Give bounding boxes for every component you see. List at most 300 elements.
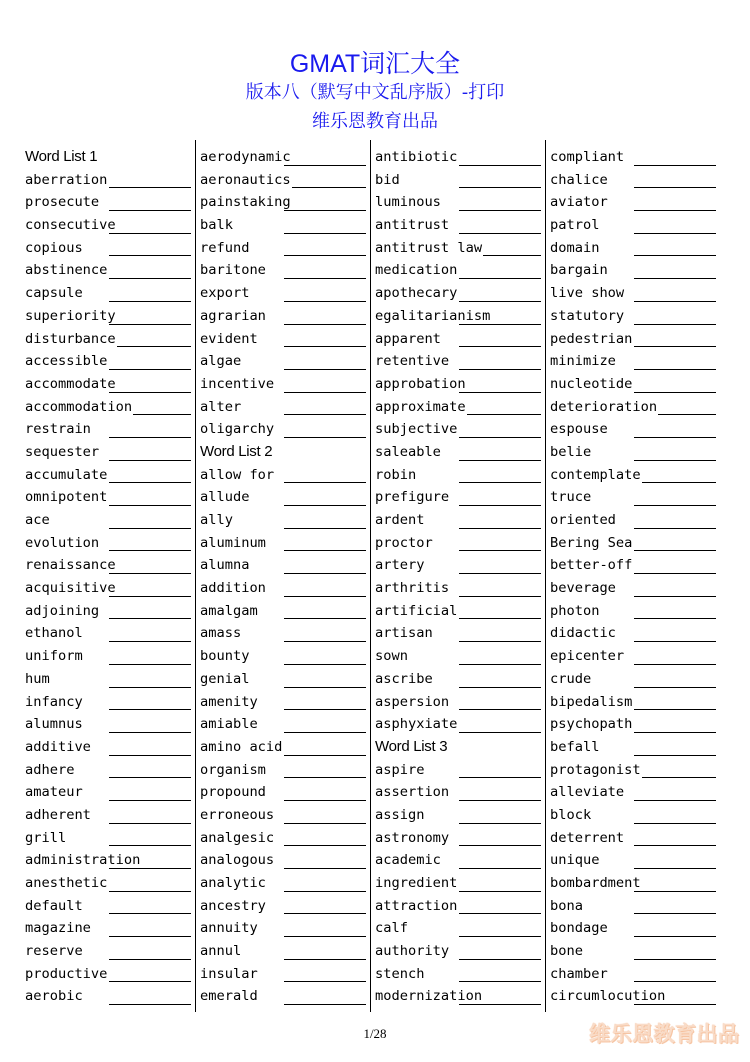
answer-blank-line <box>109 777 191 778</box>
vocab-row <box>200 759 366 782</box>
vocab-row <box>25 237 191 260</box>
answer-blank-line <box>459 800 541 801</box>
vocab-row <box>25 736 191 759</box>
answer-blank-line <box>284 324 366 325</box>
vocab-row <box>200 237 366 260</box>
vocab-row <box>25 985 191 1008</box>
vocab-row <box>375 373 541 396</box>
vocab-word: epicenter <box>550 648 625 665</box>
vocab-row <box>200 622 366 645</box>
vocab-word: aluminum <box>200 534 266 551</box>
answer-blank-line <box>109 210 191 211</box>
answer-blank-line <box>634 233 716 234</box>
vocab-row <box>550 486 716 509</box>
word-list-title: Word List 1 <box>25 148 98 165</box>
vocab-row <box>375 645 541 668</box>
vocab-word: bipedalism <box>550 693 633 710</box>
vocab-row <box>550 464 716 487</box>
answer-blank-line <box>109 528 191 529</box>
vocab-row <box>200 259 366 282</box>
vocab-word: omnipotent <box>25 489 108 506</box>
answer-blank-line <box>284 618 366 619</box>
answer-blank-line <box>109 369 191 370</box>
vocab-row <box>200 418 366 441</box>
vocab-word: patrol <box>550 217 600 234</box>
vocab-word: assertion <box>375 784 450 801</box>
vocab-row <box>375 985 541 1008</box>
vocab-row <box>25 940 191 963</box>
vocab-word: medication <box>375 262 458 279</box>
word-list-heading <box>200 441 366 464</box>
vocab-row <box>550 577 716 600</box>
vocab-word: balk <box>200 217 233 234</box>
vocab-word: saleable <box>375 443 441 460</box>
answer-blank-line <box>634 596 716 597</box>
answer-blank-line <box>459 936 541 937</box>
vocab-word: ethanol <box>25 625 83 642</box>
vocab-word: apothecary <box>375 285 458 302</box>
answer-blank-line <box>284 709 366 710</box>
vocab-word: ingredient <box>375 875 458 891</box>
vocab-word: oriented <box>550 512 616 528</box>
answer-blank-line <box>459 959 541 960</box>
vocab-word: amateur <box>25 784 83 801</box>
answer-blank-line <box>284 913 366 914</box>
answer-blank-line <box>634 823 716 824</box>
vocab-row <box>200 917 366 940</box>
answer-blank-line <box>284 392 366 393</box>
answer-blank-line <box>109 550 191 551</box>
vocab-row <box>550 645 716 668</box>
word-list-heading <box>375 736 541 759</box>
vocab-word: block <box>550 806 592 823</box>
vocab-row <box>550 895 716 918</box>
answer-blank-line <box>459 165 541 166</box>
answer-blank-line <box>109 709 191 710</box>
answer-blank-line <box>109 641 191 642</box>
answer-blank-line <box>459 346 541 347</box>
answer-blank-line <box>459 505 541 506</box>
answer-blank-line <box>109 936 191 937</box>
answer-blank-line <box>459 369 541 370</box>
vocab-row <box>200 509 366 532</box>
answer-blank-line <box>284 845 366 846</box>
vocab-word: reserve <box>25 943 83 960</box>
answer-blank-line <box>284 800 366 801</box>
vocab-word: productive <box>25 965 108 982</box>
vocab-word: painstaking <box>200 194 291 211</box>
vocab-word: capsule <box>25 285 83 302</box>
vocab-row <box>550 305 716 328</box>
vocab-word: adherent <box>25 806 91 823</box>
vocab-row <box>200 554 366 577</box>
answer-blank-line <box>109 868 191 869</box>
vocab-word: amenity <box>200 693 258 710</box>
vocab-row <box>25 214 191 237</box>
vocab-row <box>200 895 366 918</box>
answer-blank-line <box>634 165 716 166</box>
vocab-word: annuity <box>200 920 258 937</box>
answer-blank-line <box>284 210 366 211</box>
answer-blank-line <box>634 777 716 778</box>
vocab-word: nucleotide <box>550 375 633 392</box>
answer-blank-line <box>459 550 541 551</box>
vocab-row <box>550 668 716 691</box>
vocab-word: analytic <box>200 875 266 891</box>
word-column-4 <box>550 146 716 1008</box>
vocab-row <box>200 532 366 555</box>
vocab-row <box>550 328 716 351</box>
word-column-2 <box>200 146 366 1008</box>
answer-blank-line <box>634 981 716 982</box>
vocab-row <box>25 509 191 532</box>
vocab-word: subjective <box>375 421 458 438</box>
vocab-word: statutory <box>550 307 625 324</box>
vocab-word: amass <box>200 625 242 642</box>
answer-blank-line <box>459 392 541 393</box>
vocab-row <box>375 963 541 986</box>
vocab-row <box>25 713 191 736</box>
vocab-word: adhere <box>25 761 75 778</box>
vocab-word: assign <box>375 806 425 823</box>
vocab-row <box>550 532 716 555</box>
vocab-word: antibiotic <box>375 149 458 165</box>
vocab-word: artificial <box>375 602 458 619</box>
vocab-row <box>550 600 716 623</box>
answer-blank-line <box>459 528 541 529</box>
vocab-word: artery <box>375 557 425 574</box>
vocab-row <box>25 917 191 940</box>
vocab-row <box>550 237 716 260</box>
answer-blank-line <box>634 573 716 574</box>
answer-blank-line <box>284 732 366 733</box>
vocab-word: befall <box>550 738 600 755</box>
vocab-word: espouse <box>550 421 608 438</box>
vocab-word: uniform <box>25 648 83 665</box>
vocab-word: bondage <box>550 920 608 937</box>
vocab-row <box>200 146 366 169</box>
answer-blank-line <box>109 845 191 846</box>
vocab-row <box>25 895 191 918</box>
vocab-word: antitrust <box>375 217 450 234</box>
answer-blank-line <box>109 732 191 733</box>
answer-blank-line <box>109 800 191 801</box>
vocab-row <box>375 554 541 577</box>
answer-blank-line <box>634 550 716 551</box>
answer-blank-line <box>109 233 191 234</box>
vocab-word: evident <box>200 330 258 347</box>
vocab-row <box>25 600 191 623</box>
vocab-row <box>375 759 541 782</box>
answer-blank-line <box>109 324 191 325</box>
answer-blank-line <box>109 1004 191 1005</box>
answer-blank-line <box>459 437 541 438</box>
vocab-word: administration <box>25 852 141 869</box>
vocab-row <box>375 464 541 487</box>
answer-blank-line <box>109 755 191 756</box>
answer-blank-line <box>634 755 716 756</box>
answer-blank-line <box>634 618 716 619</box>
answer-blank-line <box>459 732 541 733</box>
answer-blank-line <box>459 210 541 211</box>
answer-blank-line <box>459 777 541 778</box>
answer-blank-line <box>284 278 366 279</box>
answer-blank-line <box>634 278 716 279</box>
vocab-word: Bering Sea <box>550 534 633 551</box>
vocab-row <box>550 191 716 214</box>
answer-blank-line <box>109 392 191 393</box>
answer-blank-line <box>459 482 541 483</box>
vocab-word: baritone <box>200 262 266 279</box>
vocab-row <box>550 169 716 192</box>
vocab-row <box>550 872 716 895</box>
answer-blank-line <box>109 687 191 688</box>
page-title: GMAT词汇大全 <box>289 50 461 78</box>
vocab-word: consecutive <box>25 217 116 234</box>
vocab-row <box>200 645 366 668</box>
vocab-row <box>200 668 366 691</box>
answer-blank-line <box>459 981 541 982</box>
answer-blank-line <box>459 641 541 642</box>
vocab-word: organism <box>200 761 266 778</box>
vocab-row <box>200 282 366 305</box>
vocab-word: authority <box>375 943 450 960</box>
vocab-word: beverage <box>550 580 616 597</box>
vocab-row <box>375 350 541 373</box>
vocab-row <box>25 759 191 782</box>
vocab-word: approbation <box>375 375 466 392</box>
vocab-row <box>25 305 191 328</box>
vocab-word: academic <box>375 852 441 869</box>
answer-blank-line <box>284 165 366 166</box>
word-column-3 <box>375 146 541 1008</box>
vocab-word: aberration <box>25 171 108 188</box>
word-list-title: Word List 3 <box>375 737 448 755</box>
answer-blank-line <box>459 913 541 914</box>
answer-blank-line <box>284 505 366 506</box>
vocab-word: emerald <box>200 988 258 1005</box>
vocab-word: deterrent <box>550 829 625 846</box>
vocab-word: apparent <box>375 330 441 347</box>
vocab-word: allow for <box>200 466 275 483</box>
word-list-heading <box>25 146 191 169</box>
vocab-word: prefigure <box>375 489 450 506</box>
answer-blank-line <box>109 596 191 597</box>
vocab-word: aspire <box>375 761 425 778</box>
answer-blank-line <box>634 392 716 393</box>
vocab-row <box>25 963 191 986</box>
vocab-row <box>375 532 541 555</box>
vocab-word: ancestry <box>200 897 266 914</box>
vocab-word: contemplate <box>550 466 641 483</box>
vocab-word: chalice <box>550 171 608 188</box>
answer-blank-line <box>109 187 191 188</box>
answer-blank-line <box>459 414 541 415</box>
answer-blank-line <box>634 369 716 370</box>
vocab-row <box>25 259 191 282</box>
answer-blank-line <box>459 573 541 574</box>
vocab-row <box>375 282 541 305</box>
vocab-row <box>550 691 716 714</box>
vocab-row <box>550 622 716 645</box>
vocab-word: ascribe <box>375 670 433 687</box>
vocab-row <box>550 350 716 373</box>
answer-blank-line <box>284 301 366 302</box>
vocab-row <box>375 418 541 441</box>
answer-blank-line <box>459 301 541 302</box>
vocab-row <box>25 554 191 577</box>
answer-blank-line <box>634 913 716 914</box>
vocab-word: belie <box>550 443 592 460</box>
vocab-word: hum <box>25 670 50 687</box>
vocab-row <box>200 736 366 759</box>
vocab-word: accommodate <box>25 375 116 392</box>
vocab-row <box>550 554 716 577</box>
answer-blank-line <box>634 845 716 846</box>
answer-blank-line <box>634 868 716 869</box>
vocab-row <box>550 985 716 1008</box>
vocab-row <box>375 668 541 691</box>
answer-blank-line <box>459 687 541 688</box>
column-divider <box>545 140 546 1012</box>
vocab-row <box>200 940 366 963</box>
answer-blank-line <box>634 800 716 801</box>
answer-blank-line <box>284 346 366 347</box>
vocab-word: prosecute <box>25 194 100 211</box>
vocab-row <box>375 441 541 464</box>
vocab-row <box>550 827 716 850</box>
answer-blank-line <box>284 641 366 642</box>
vocab-row <box>200 781 366 804</box>
vocab-row <box>200 396 366 419</box>
page-number: 1/28 <box>363 1026 387 1041</box>
vocab-word: unique <box>550 852 600 869</box>
vocab-row <box>375 895 541 918</box>
answer-blank-line <box>284 1004 366 1005</box>
answer-blank-line <box>459 709 541 710</box>
vocab-row <box>375 804 541 827</box>
answer-blank-line <box>459 845 541 846</box>
vocab-row <box>25 532 191 555</box>
answer-blank-line <box>284 981 366 982</box>
answer-blank-line <box>109 437 191 438</box>
answer-blank-line <box>284 959 366 960</box>
vocab-word: attraction <box>375 897 458 914</box>
vocab-row <box>550 282 716 305</box>
answer-blank-line <box>459 891 541 892</box>
answer-blank-line <box>634 664 716 665</box>
vocab-row <box>25 396 191 419</box>
vocab-row <box>550 736 716 759</box>
answer-blank-line <box>459 1004 541 1005</box>
answer-blank-line <box>109 981 191 982</box>
vocab-row <box>25 418 191 441</box>
vocab-word: astronomy <box>375 829 450 846</box>
vocab-word: psychopath <box>550 716 633 733</box>
answer-blank-line <box>634 641 716 642</box>
answer-blank-line <box>109 959 191 960</box>
answer-blank-line <box>634 1004 716 1005</box>
answer-blank-line <box>284 936 366 937</box>
vocab-row <box>200 350 366 373</box>
answer-blank-line <box>284 187 366 188</box>
vocab-row <box>375 849 541 872</box>
vocab-word: additive <box>25 738 91 755</box>
column-divider <box>370 140 371 1012</box>
vocab-word: luminous <box>375 194 441 211</box>
vocab-word: aerodynamic <box>200 149 291 165</box>
vocab-word: robin <box>375 466 417 483</box>
answer-blank-line <box>459 618 541 619</box>
vocab-row <box>375 917 541 940</box>
answer-blank-line <box>284 482 366 483</box>
vocab-row <box>375 713 541 736</box>
answer-blank-line <box>634 324 716 325</box>
answer-blank-line <box>459 233 541 234</box>
vocab-row <box>200 691 366 714</box>
answer-blank-line <box>459 596 541 597</box>
vocab-word: erroneous <box>200 806 275 823</box>
answer-blank-line <box>284 528 366 529</box>
vocab-row <box>375 577 541 600</box>
vocab-row <box>200 214 366 237</box>
answer-blank-line <box>459 823 541 824</box>
answer-blank-line <box>109 278 191 279</box>
vocab-word: allude <box>200 489 250 506</box>
vocab-row <box>375 191 541 214</box>
vocab-word: genial <box>200 670 250 687</box>
answer-blank-line <box>634 460 716 461</box>
vocab-row <box>375 691 541 714</box>
vocab-word: anesthetic <box>25 875 108 891</box>
vocab-row <box>375 940 541 963</box>
answer-blank-line <box>284 550 366 551</box>
answer-blank-line <box>634 210 716 211</box>
vocab-word: alumnus <box>25 716 83 733</box>
vocab-word: ace <box>25 512 50 528</box>
answer-blank-line <box>634 346 716 347</box>
vocab-word: oligarchy <box>200 421 275 438</box>
answer-blank-line <box>634 301 716 302</box>
vocab-row <box>550 146 716 169</box>
vocab-word: agrarian <box>200 307 266 324</box>
vocab-row <box>200 191 366 214</box>
vocab-word: acquisitive <box>25 580 116 597</box>
vocab-row <box>550 759 716 782</box>
vocab-word: alleviate <box>550 784 625 801</box>
vocab-word: aspersion <box>375 693 450 710</box>
vocab-word: adjoining <box>25 602 100 619</box>
vocab-row <box>200 872 366 895</box>
vocab-row <box>375 600 541 623</box>
vocab-word: didactic <box>550 625 616 642</box>
vocab-row <box>25 781 191 804</box>
vocab-word: annul <box>200 943 242 960</box>
vocab-row <box>375 396 541 419</box>
vocab-row <box>550 214 716 237</box>
vocab-word: copious <box>25 239 83 256</box>
column-divider <box>195 140 196 1012</box>
vocab-word: infancy <box>25 693 83 710</box>
vocab-row <box>550 509 716 532</box>
vocab-word: bounty <box>200 648 250 665</box>
vocab-word: propound <box>200 784 266 801</box>
answer-blank-line <box>284 868 366 869</box>
vocab-word: ally <box>200 512 233 528</box>
answer-blank-line <box>284 437 366 438</box>
vocab-row <box>200 804 366 827</box>
vocab-row <box>550 441 716 464</box>
